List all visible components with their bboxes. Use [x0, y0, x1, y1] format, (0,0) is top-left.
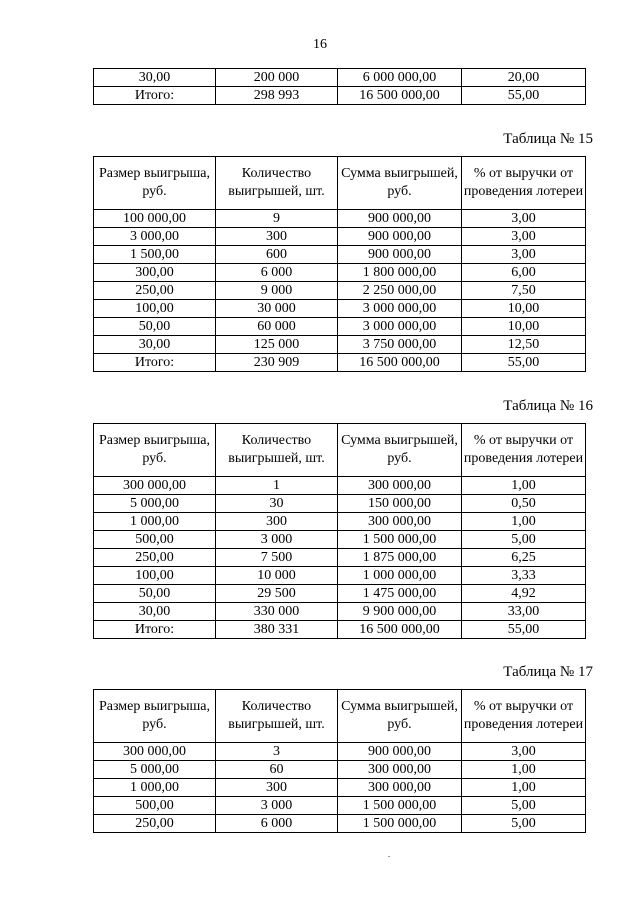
table-cell: 1,00: [462, 513, 586, 531]
column-header: Количество выигрышей, шт.: [216, 690, 338, 743]
table-cell: 300,00: [94, 264, 216, 282]
prize-table-16: [93, 423, 586, 639]
table-cell: 10 000: [216, 567, 338, 585]
table-row: [94, 531, 586, 549]
table-cell: Итого:: [94, 87, 216, 105]
table-cell: 100,00: [94, 300, 216, 318]
table-cell: 1 000 000,00: [338, 567, 462, 585]
table-cell: 3 000,00: [94, 228, 216, 246]
table-16-caption: Таблица № 16: [503, 398, 593, 414]
table-row: [94, 513, 586, 531]
table-cell: 10,00: [462, 318, 586, 336]
column-header: Количество выигрышей, шт.: [216, 424, 338, 477]
table-row: [94, 621, 586, 639]
table-cell: 1,00: [462, 761, 586, 779]
table-cell: 300 000,00: [338, 513, 462, 531]
table-cell: 100,00: [94, 567, 216, 585]
column-header: Размер выигрыша, руб.: [94, 424, 216, 477]
table-cell: 298 993: [216, 87, 338, 105]
table-row: [94, 246, 586, 264]
table-row: [94, 210, 586, 228]
column-header: Количество выигрышей, шт.: [216, 157, 338, 210]
table-row: [94, 495, 586, 513]
table-cell: 9: [216, 210, 338, 228]
table-cell: 3 000 000,00: [338, 300, 462, 318]
table-cell: 300 000,00: [94, 477, 216, 495]
table-cell: 230 909: [216, 354, 338, 372]
table-cell: 900 000,00: [338, 743, 462, 761]
table-cell: 60: [216, 761, 338, 779]
table-row: [94, 300, 586, 318]
table-cell: 300 000,00: [94, 743, 216, 761]
table-row: [94, 549, 586, 567]
table-cell: 150 000,00: [338, 495, 462, 513]
table-cell: 380 331: [216, 621, 338, 639]
table-cell: Итого:: [94, 354, 216, 372]
table-row: [94, 797, 586, 815]
prize-table-17: [93, 689, 586, 833]
table-cell: 1 500 000,00: [338, 797, 462, 815]
header-row: [94, 157, 586, 210]
column-header: Сумма выигрышей, руб.: [338, 157, 462, 210]
table-cell: 30,00: [94, 336, 216, 354]
table-cell: 20,00: [462, 69, 586, 87]
table-cell: 300: [216, 513, 338, 531]
table-body: [94, 743, 586, 833]
table-cell: 250,00: [94, 282, 216, 300]
table-cell: 300: [216, 779, 338, 797]
table-cell: 900 000,00: [338, 246, 462, 264]
table-cell: 3 000 000,00: [338, 318, 462, 336]
header-row: [94, 424, 586, 477]
table-cell: 9 000: [216, 282, 338, 300]
table-cell: 30,00: [94, 603, 216, 621]
continuation-table: [93, 68, 586, 105]
table-row: [94, 761, 586, 779]
table-cell: 2 250 000,00: [338, 282, 462, 300]
table-cell: 3 000: [216, 531, 338, 549]
column-header: % от выручки от проведения лотереи: [462, 424, 586, 477]
table-cell: 9 900 000,00: [338, 603, 462, 621]
table-row: [94, 264, 586, 282]
table-cell: 16 500 000,00: [338, 87, 462, 105]
table-cell: 3,00: [462, 210, 586, 228]
table-cell: 12,50: [462, 336, 586, 354]
table-cell: 1 500,00: [94, 246, 216, 264]
table-cell: 900 000,00: [338, 228, 462, 246]
table-cell: 3: [216, 743, 338, 761]
table-row: [94, 779, 586, 797]
column-header: Размер выигрыша, руб.: [94, 690, 216, 743]
table-cell: 300 000,00: [338, 779, 462, 797]
header-row: [94, 690, 586, 743]
table-body: [94, 477, 586, 639]
table-cell: 4,92: [462, 585, 586, 603]
table-cell: 10,00: [462, 300, 586, 318]
column-header: % от выручки от проведения лотереи: [462, 157, 586, 210]
table-cell: 1 875 000,00: [338, 549, 462, 567]
table-row: [94, 87, 586, 105]
table-cell: 1 000,00: [94, 779, 216, 797]
column-header: Сумма выигрышей, руб.: [338, 690, 462, 743]
table-cell: 200 000: [216, 69, 338, 87]
table-cell: 3 000: [216, 797, 338, 815]
table-row: [94, 336, 586, 354]
table-row: [94, 743, 586, 761]
table-row: [94, 815, 586, 833]
table-cell: 30 000: [216, 300, 338, 318]
column-header: Размер выигрыша, руб.: [94, 157, 216, 210]
table-cell: 1,00: [462, 477, 586, 495]
table-cell: 33,00: [462, 603, 586, 621]
page-number: 16: [313, 37, 327, 52]
column-header: % от выручки от проведения лотереи: [462, 690, 586, 743]
table-cell: 6,25: [462, 549, 586, 567]
table-cell: 5,00: [462, 797, 586, 815]
table-cell: 5 000,00: [94, 761, 216, 779]
table-cell: 55,00: [462, 354, 586, 372]
table-cell: 6,00: [462, 264, 586, 282]
column-header: Сумма выигрышей, руб.: [338, 424, 462, 477]
table-cell: 1 500 000,00: [338, 531, 462, 549]
table-cell: 50,00: [94, 585, 216, 603]
table-cell: 55,00: [462, 621, 586, 639]
table-cell: 500,00: [94, 531, 216, 549]
table-cell: 30,00: [94, 69, 216, 87]
table-cell: 5 000,00: [94, 495, 216, 513]
table-cell: 1 475 000,00: [338, 585, 462, 603]
table-row: [94, 354, 586, 372]
table-cell: 5,00: [462, 531, 586, 549]
table-cell: 3 750 000,00: [338, 336, 462, 354]
table-cell: 3,00: [462, 743, 586, 761]
table-cell: 300 000,00: [338, 761, 462, 779]
table-body: [94, 210, 586, 372]
table-cell: 330 000: [216, 603, 338, 621]
table-cell: 1: [216, 477, 338, 495]
prize-table-15: [93, 156, 586, 372]
table-cell: 500,00: [94, 797, 216, 815]
table-row: [94, 567, 586, 585]
table-cell: 125 000: [216, 336, 338, 354]
table-cell: 100 000,00: [94, 210, 216, 228]
table-cell: 300: [216, 228, 338, 246]
table-row: [94, 228, 586, 246]
table-cell: 7,50: [462, 282, 586, 300]
table-cell: 50,00: [94, 318, 216, 336]
table-row: [94, 318, 586, 336]
table-cell: 55,00: [462, 87, 586, 105]
table-cell: 1,00: [462, 779, 586, 797]
table-cell: 6 000 000,00: [338, 69, 462, 87]
scan-mark: [388, 856, 390, 857]
table-17-caption: Таблица № 17: [503, 664, 593, 680]
table-row: [94, 282, 586, 300]
table-cell: 5,00: [462, 815, 586, 833]
table-cell: 7 500: [216, 549, 338, 567]
table-row: [94, 69, 586, 87]
table-cell: 30: [216, 495, 338, 513]
table-row: [94, 585, 586, 603]
table-cell: 60 000: [216, 318, 338, 336]
table-cell: 3,00: [462, 228, 586, 246]
table-cell: 1 000,00: [94, 513, 216, 531]
table-row: [94, 603, 586, 621]
table-cell: 1 800 000,00: [338, 264, 462, 282]
table-cell: 900 000,00: [338, 210, 462, 228]
table-cell: 300 000,00: [338, 477, 462, 495]
table-row: [94, 477, 586, 495]
table-cell: 6 000: [216, 264, 338, 282]
table-cell: 3,33: [462, 567, 586, 585]
table-cell: 600: [216, 246, 338, 264]
table-cell: 29 500: [216, 585, 338, 603]
table-cell: 250,00: [94, 549, 216, 567]
table-cell: Итого:: [94, 621, 216, 639]
table-cell: 0,50: [462, 495, 586, 513]
table-15-caption: Таблица № 15: [503, 131, 593, 147]
table-cell: 16 500 000,00: [338, 621, 462, 639]
table-cell: 6 000: [216, 815, 338, 833]
table-cell: 1 500 000,00: [338, 815, 462, 833]
table-cell: 3,00: [462, 246, 586, 264]
table-cell: 16 500 000,00: [338, 354, 462, 372]
table-body: [94, 69, 586, 105]
table-cell: 250,00: [94, 815, 216, 833]
